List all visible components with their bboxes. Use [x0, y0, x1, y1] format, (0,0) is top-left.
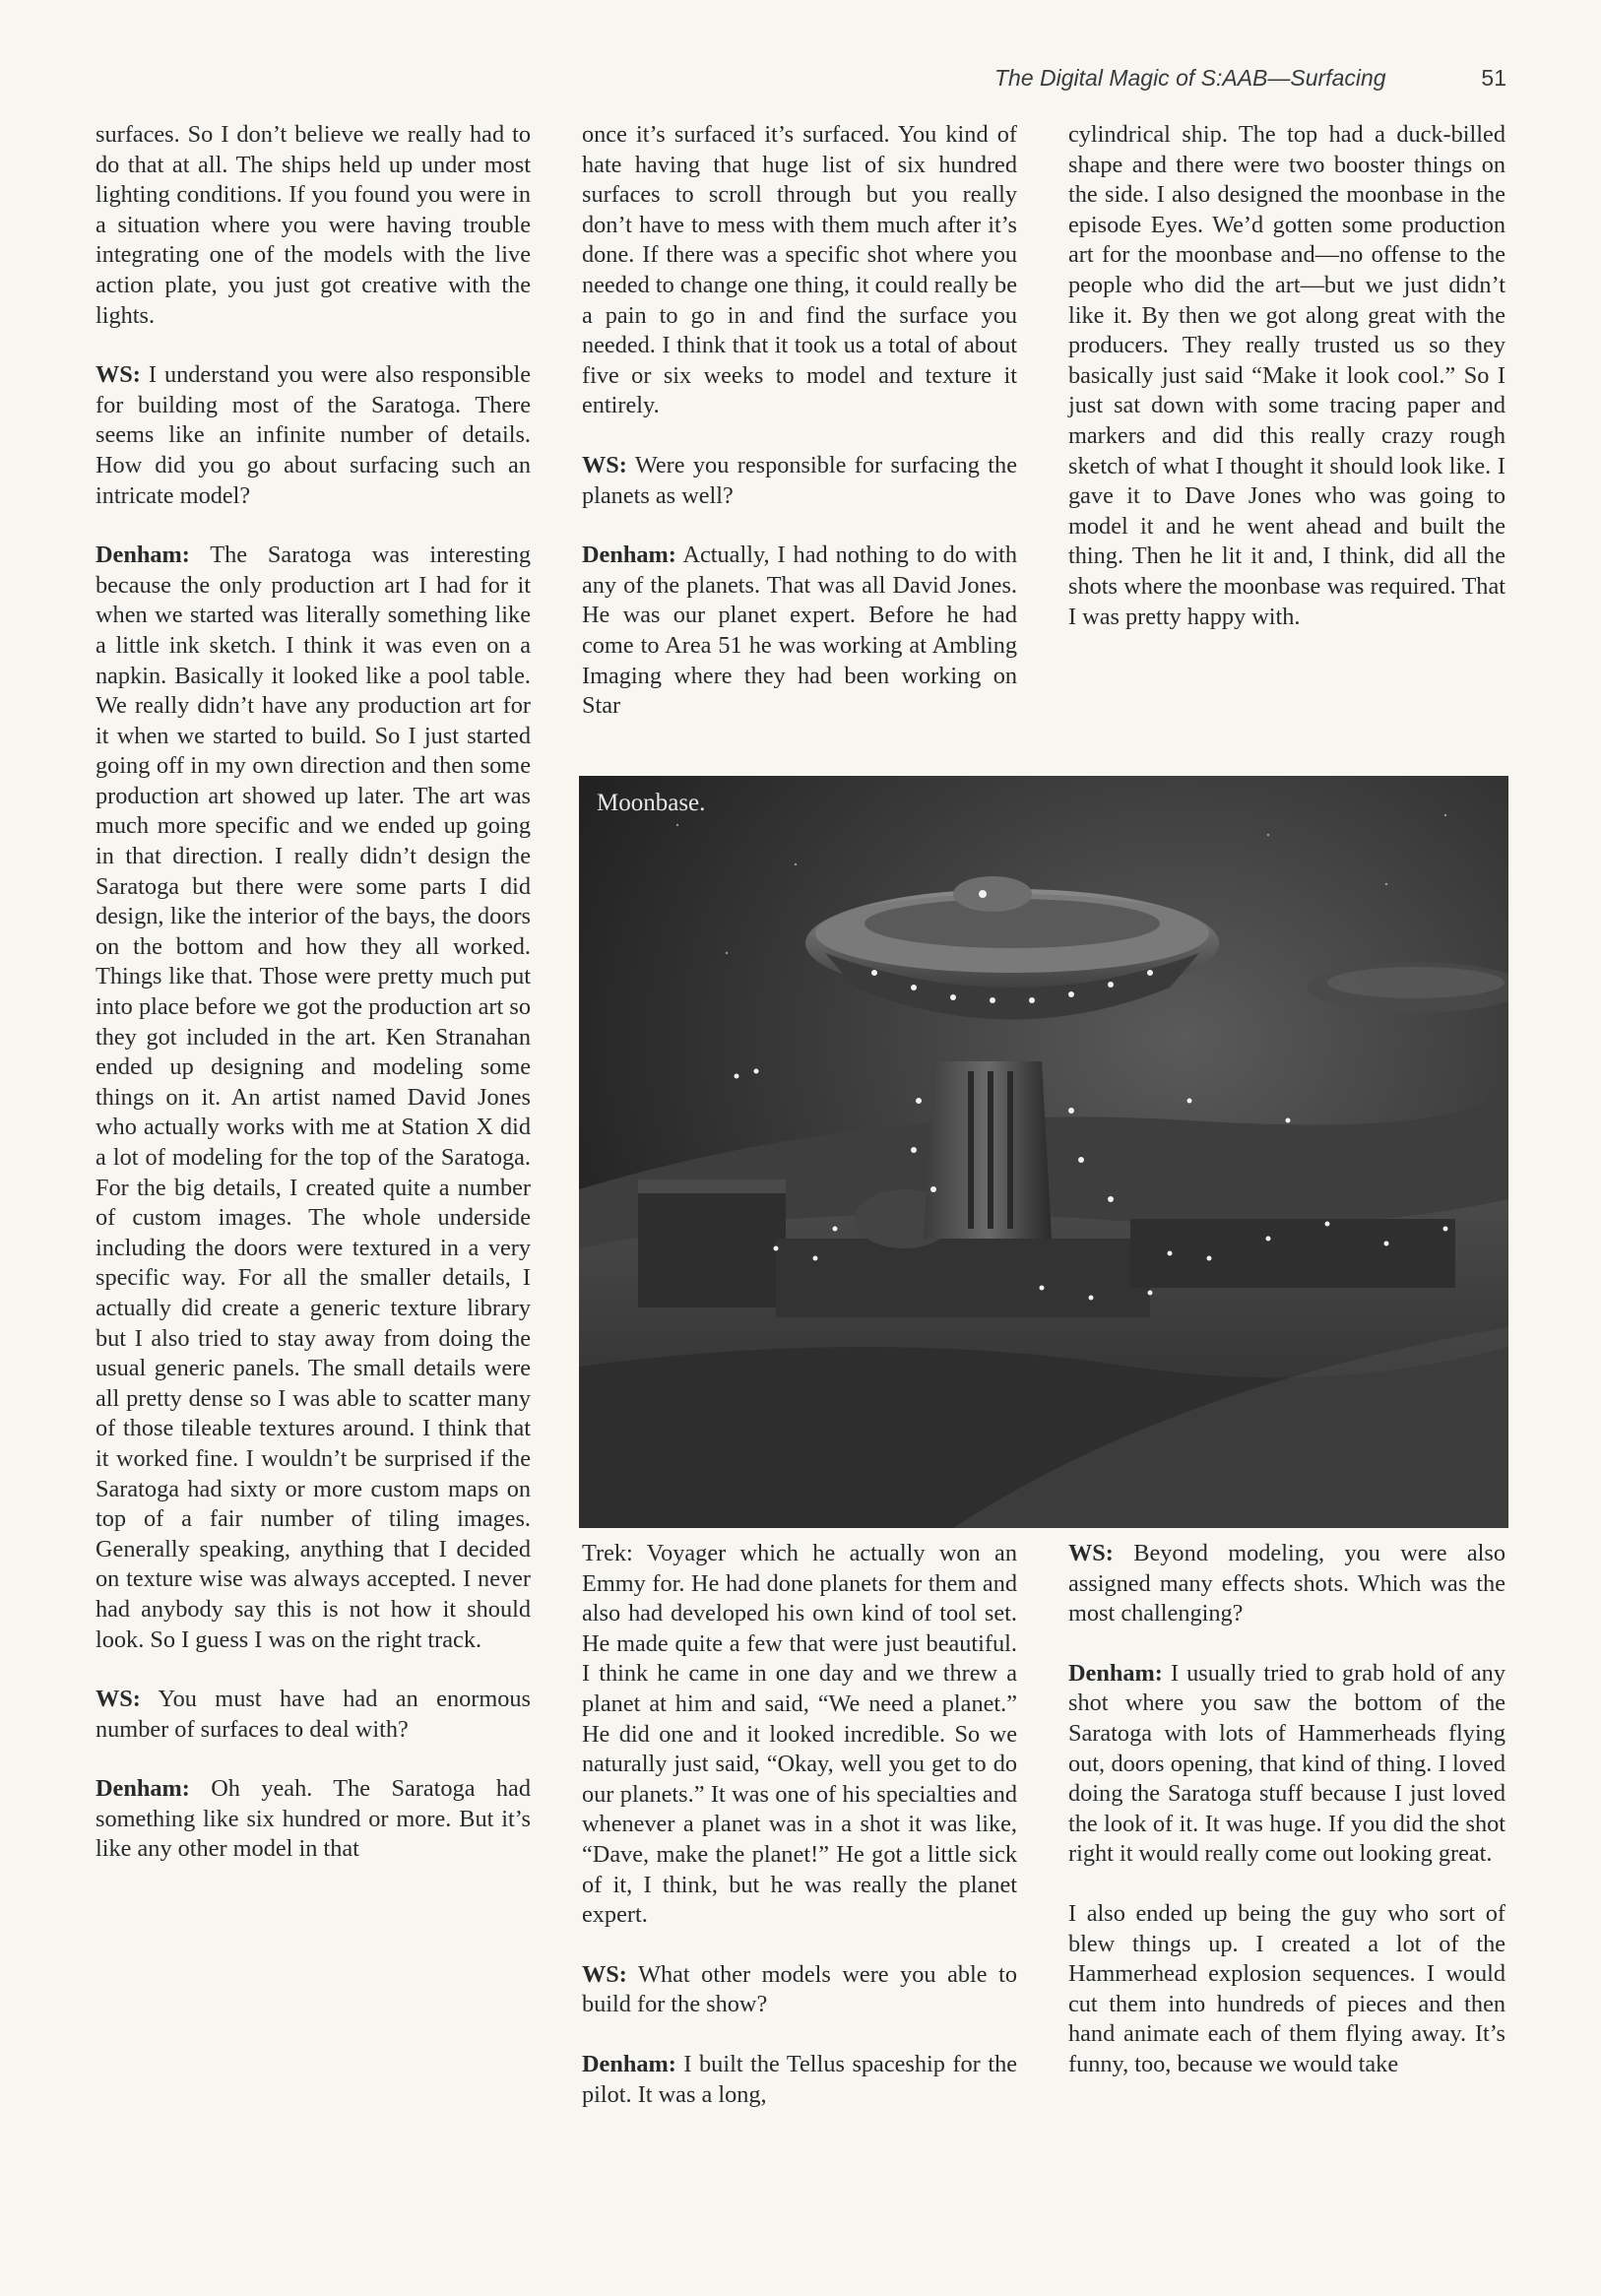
paragraph-text: surfaces. So I don’t believe we really had to do that at all. The ships held up under most lighting conditions. If you found you were in a situation where you were having trouble integrating one of the models with the live action plate, you just got creative with the lights.: [96, 121, 531, 329]
paragraph-text: cylindrical ship. The top had a duck-billed shape and there were two booster things on the side. I also designed the moonbase in the episode Eyes. We’d gotten some production art for the moonbase and—no offense to the people who did the art—but we just didn’t like it. By then we got along great with the producers. They really trusted us so they basically just said “Make it look cool.” So I just sat down with some tracing paper and markers and did this really crazy rough sketch of what I thought it should look like. I gave it to Dave Jones who was going to model it and he went ahead and built the thing. Then he lit it and, I think, did all the shots where the moonbase was required. That I was pretty happy with.: [1068, 121, 1505, 630]
paragraph: [582, 120, 1017, 421]
figure-caption: Moonbase.: [597, 790, 706, 816]
speaker-label: WS:: [1068, 1540, 1114, 1566]
paragraph-text: I understand you were also responsible for building most of the Saratoga. There seems like an infinite number of details. How did you go about surfacing such an intricate model?: [96, 361, 532, 509]
text-column-middle: [582, 120, 1017, 722]
text-column-right: [1068, 120, 1505, 632]
paragraph-text: I usually tried to grab hold of any shot where you saw the bottom of the Saratoga with lots of Hammerheads flying out, doors opening, that kind of thing. I loved doing the Saratoga stuff because I just loved the look of it. It was huge. If you did the shot right it would really come out looking great.: [1068, 1659, 1505, 1868]
speaker-label: Denham:: [96, 542, 190, 569]
speaker-label: Denham:: [96, 1775, 190, 1803]
paragraph-text: Beyond modeling, you were also assigned many effects shots. Which was the most challenging?: [1068, 1540, 1505, 1627]
paragraph-text: The Saratoga was interesting because the only production art I had for it when we started was literally something like a little ink sketch. I think it was even on a napkin. Basically it looked like a pool table. We really didn’t have any production art for it when we started to build. So I just started going off in my own direction and then some production art showed up later. The art was much more specific and we ended up going in that direction. I really didn’t design the Saratoga but there were some parts I did design, like the interior of the bays, the doors on the bottom and how they all worked. Things like that. Those were pretty much put into place before we got the production art so they got included in the art. Ken Stranahan ended up designing and modeling some things on it. An artist named David Jones who actually works with me at Station X did a lot of modeling for the top of the Saratoga. For the big details, I created quite a number of custom images. The whole underside including the doors were textured in a very specific way. For all the smaller details, I actually did create a generic texture library but I also tried to stay away from doing the usual generic panels. The small details were all pretty dense so I was able to scatter many of those tileable textures around. I think that it worked fine. I wouldn’t be surprised if the Saratoga had sixty or more custom maps on top of a fair number of tiling images. Generally speaking, anything that I decided on texture wise was always accepted. I never had anybody say this is not how it should look. So I guess I was on the right track.: [96, 542, 531, 1653]
paragraph-text: Actually, I had nothing to do with any of the planets. That was all David Jones. He was our planet expert. Before he had come to Area 51 he was working at Ambling Imaging where they had been working on Star: [582, 542, 1017, 720]
paragraph: [96, 120, 531, 331]
paragraph: [96, 1774, 531, 1865]
paragraph-text: You must have had an enormous number of surfaces to deal with?: [96, 1686, 531, 1743]
paragraph-text: What other models were you able to build for the show?: [582, 1960, 1018, 2018]
paragraph-text: I also ended up being the guy who sort of blew things up. I created a lot of the Hammerhead explosion sequences. I would cut them into hundreds of pieces and then hand animate each of them flying away. It’s funny, too, because we would take: [1068, 1899, 1505, 2077]
moonbase-illustration: [579, 776, 1508, 1528]
paragraph: [582, 2050, 1017, 2110]
speaker-label: WS:: [96, 361, 141, 389]
speaker-label: Denham:: [582, 542, 676, 569]
speaker-label: WS:: [582, 451, 627, 478]
paragraph-text: Trek: Voyager which he actually won an Emmy for. He had done planets for them and also had developed his own kind of tool set. He made quite a few that were just beautiful. I think he came in one day and we threw a planet at him and said, “We need a planet.” He did one and it looked incredible. So we naturally just said, “Okay, well you get to do our planets.” It was one of his specialties and whenever a planet was in a shot it was like, “Dave, make the planet!” He got a little sick of it, I think, but he was really the planet expert.: [582, 1540, 1017, 1929]
paragraph: [582, 541, 1017, 722]
paragraph: [96, 1685, 531, 1745]
speaker-label: Denham:: [582, 2050, 676, 2077]
paragraph: [96, 360, 531, 511]
paragraph: [96, 541, 531, 1655]
paragraph: [582, 1539, 1017, 1931]
page-number: 51: [1481, 65, 1506, 91]
paragraph-text: Oh yeah. The Saratoga had something like six hundred or more. But it’s like any other model in that: [96, 1775, 531, 1863]
paragraph: [582, 1960, 1017, 2020]
text-column-left: [96, 120, 531, 1865]
text-column-middle-lower: [582, 1539, 1017, 2110]
speaker-label: WS:: [96, 1686, 141, 1713]
moonbase-photo: [579, 776, 1508, 1528]
speaker-label: WS:: [582, 1960, 627, 1988]
running-header: [994, 65, 1506, 92]
text-column-right-lower: [1068, 1539, 1505, 2080]
paragraph: [582, 451, 1017, 511]
running-header-title: The Digital Magic of S:AAB—Surfacing: [994, 65, 1386, 91]
paragraph-text: Were you responsible for surfacing the planets as well?: [582, 451, 1017, 509]
paragraph: [1068, 1539, 1505, 1629]
paragraph-text: once it’s surfaced it’s surfaced. You kind of hate having that huge list of six hundred surfaces to scroll through but you really don’t have to mess with them much after it’s done. If there was a specific shot where you needed to change one thing, it could really be a pain to go in and find the surface you needed. I think that it took us a total of about five or six weeks to model and texture it entirely.: [582, 121, 1017, 419]
paragraph: [1068, 1659, 1505, 1870]
speaker-label: Denham:: [1068, 1659, 1163, 1687]
paragraph: [1068, 120, 1505, 632]
paragraph-text: I built the Tellus spaceship for the pilot. It was a long,: [582, 2050, 1017, 2108]
paragraph: [1068, 1899, 1505, 2080]
